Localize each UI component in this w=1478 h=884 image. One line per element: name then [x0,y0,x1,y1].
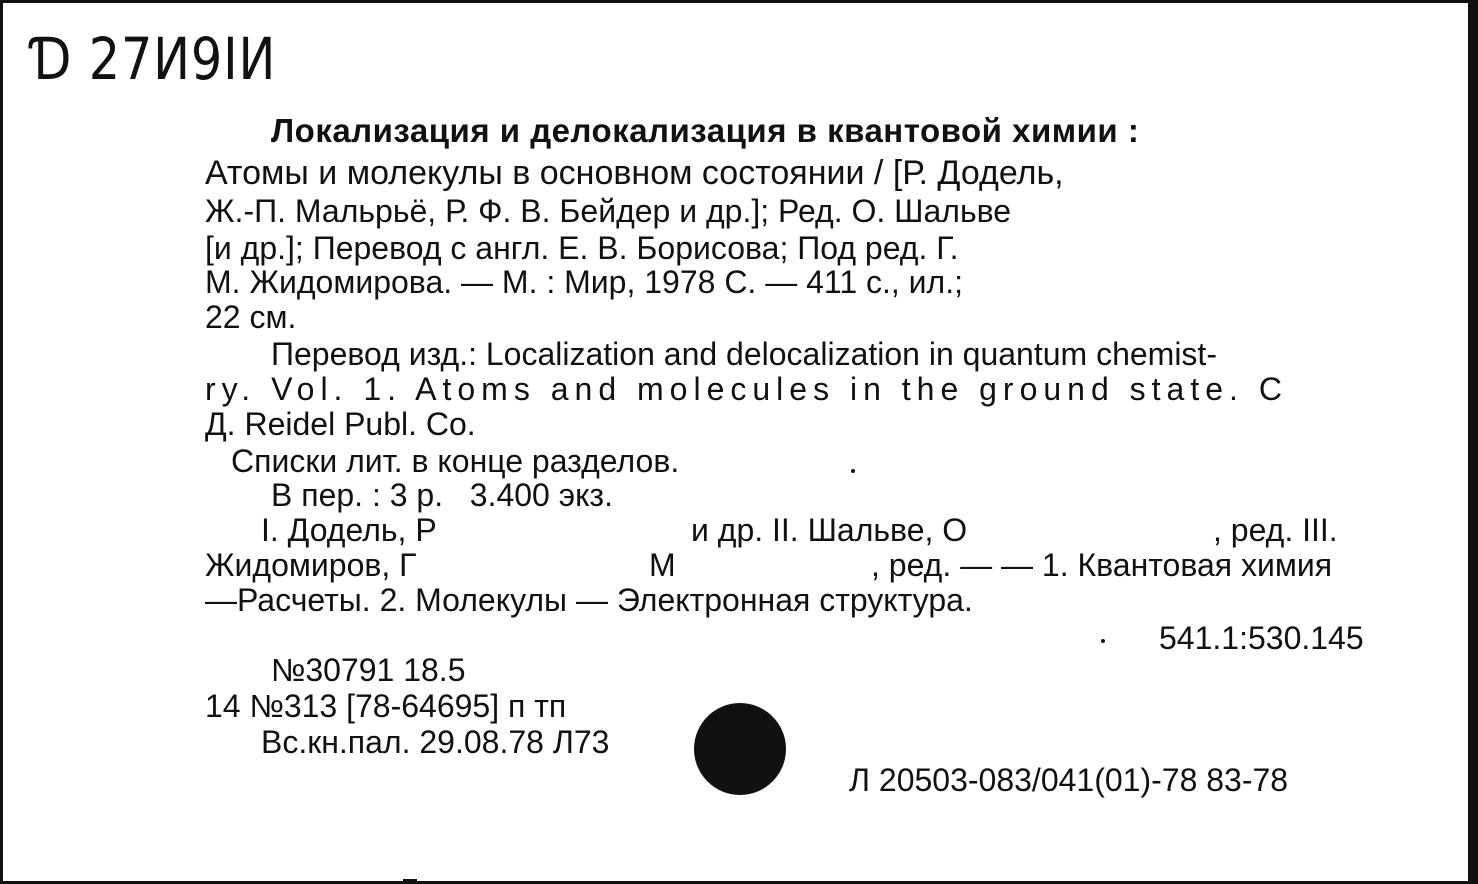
edge-mark [403,879,417,882]
code-line-3: Вс.кн.пал. 29.08.78 Л73 [261,724,610,760]
body-line-5: 22 см. [205,299,297,335]
speck-mark [1101,639,1105,643]
body-line-4: М. Жидомирова. — М. : Мир, 1978 С. — 411 с., ил.; [205,264,963,300]
code-line-2: 14 №313 [78-64695] п тп [205,688,567,724]
price-note: В пер. : 3 р. 3.400 экз. [271,477,613,513]
body-line-2: Ж.-П. Мальрьё, Р. Ф. В. Бейдер и др.]; Ред. О. Шальве [205,193,1012,229]
code-line-1: №30791 18.5 [271,652,466,688]
body-line-3: [и др.]; Перевод с англ. Е. В. Борисова; Под ред. Г. [205,230,959,266]
translation-line-3: Д. Reidel Publ. Co. [205,406,476,442]
index-line-1b: и др. II. Шальве, О [691,512,968,548]
body-line-1: Атомы и молекулы в основном состоянии / [Р. Додель, [205,154,1064,192]
index-line-2b: М [649,547,676,583]
udc-number: 541.1:530.145 [1159,620,1364,656]
handwritten-call-number: Ɗ 27И9ІИ [31,25,277,93]
references-note: Списки лит. в конце разделов. [231,443,680,479]
library-code: Л 20503-083/041(01)-78 83-78 [849,762,1289,798]
translation-line-2: ry. Vol. 1. Atoms and molecules in the ground state. C [205,371,1288,407]
speck-mark [851,469,855,473]
index-line-1a: I. Додель, Р [261,512,437,548]
index-line-3: —Расчеты. 2. Молекулы — Электронная структура. [205,582,973,618]
card-title: Локализация и делокализация в квантовой химии : [271,112,1140,149]
translation-line-1: Перевод изд.: Localization and delocalization in quantum chemist- [271,336,1217,372]
index-line-2c: , ред. — — 1. Квантовая химия [871,547,1333,583]
index-line-2a: Жидомиров, Г [205,547,417,583]
index-line-1c: , ред. III. [1213,512,1338,548]
punched-hole [694,703,786,795]
